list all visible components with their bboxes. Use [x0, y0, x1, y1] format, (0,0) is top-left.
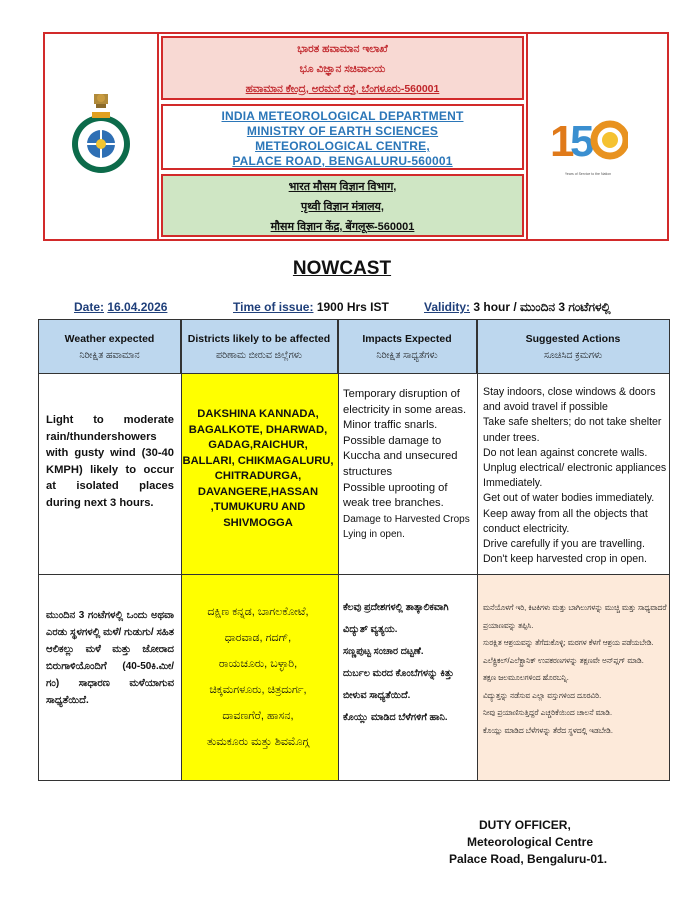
- action-item: Stay indoors, close windows & doors and avoid travel if possible: [483, 386, 656, 414]
- table-rule: [338, 320, 339, 780]
- header-weather: [39, 320, 181, 373]
- impact-item: Possible damage to Kuccha and unsecured structures: [343, 434, 458, 478]
- table-rule: [477, 320, 478, 780]
- logo-150-caption: Years of Service to the Nation: [564, 172, 612, 176]
- action-item: ಸುರಕ್ಷಿತ ಆಶ್ರಯವನ್ನು ತೆಗೆದುಕೊಳ್ಳಿ; ಮರಗಳ ಕೆಳಗೆ ಆಶ್ರಯ ಪಡೆಯಬೇಡಿ.: [483, 638, 654, 647]
- header-weather-en: Weather expected: [64, 333, 155, 345]
- districts-list-en: [181, 407, 335, 531]
- action-item: Keep away from all the objects that conduct electricity.: [483, 507, 648, 535]
- district-line: ದಕ್ಷಿಣ ಕನ್ನಡ, ಬಾಗಲಕೋಟೆ,: [207, 606, 309, 618]
- header-impacts: [338, 320, 477, 373]
- validity-value: 3 hour / ಮುಂದಿನ 3 ಗಂಟೆಗಳಲ್ಲಿ: [473, 300, 611, 314]
- action-item: ನೀವು ಪ್ರಯಾಣಿಸುತ್ತಿದ್ದರೆ ಎಚ್ಚರಿಕೆಯಿಂದ ಚಾಲನೆ ಮಾಡಿ.: [483, 708, 612, 717]
- actions-list-en: [483, 385, 667, 567]
- header-hindi-band: [161, 174, 524, 237]
- header-english-line: METEOROLOGICAL CENTRE,: [255, 139, 430, 153]
- header-hindi-line: पृथ्वी विज्ञान मंत्रालय,: [301, 201, 384, 213]
- table-rule: [38, 373, 670, 374]
- date-label: Date:: [74, 300, 105, 314]
- impact-item: Minor traffic snarls.: [343, 419, 438, 432]
- impact-item: ಸಣ್ಣಪುಟ್ಟ ಸಂಚಾರ ದಟ್ಟಣೆ.: [343, 646, 424, 657]
- header-english-line: MINISTRY OF EARTH SCIENCES: [246, 124, 439, 138]
- header-english-line: PALACE ROAD, BENGALURU-560001: [232, 154, 453, 168]
- impact-item: Damage to Harvested Crops Lying in open.: [343, 513, 470, 541]
- impact-item: ಕೆಲವು ಪ್ರದೇಶಗಳಲ್ಲಿ ತಾತ್ಕಾಲಿಕವಾಗಿ ವಿದ್ಯುತ್ ವ್ಯತ್ಯಯ.: [343, 602, 449, 635]
- issue-date: [74, 300, 167, 314]
- header-impacts-kn: ನಿರೀಕ್ಷಿತ ಸಾಧ್ಯತೆಗಳು: [376, 350, 438, 361]
- action-item: ವಿದ್ಯುತ್ತನ್ನು ನಡೆಸುವ ಎಲ್ಲಾ ವಸ್ತುಗಳಿಂದ ದೂರವಿರಿ.: [483, 690, 602, 700]
- action-item: Do not lean against concrete walls.: [483, 446, 648, 459]
- action-item: ತಕ್ಷಣ ಜಲಮೂಲಗಳಿಂದ ಹೊರಬನ್ನಿ.: [483, 673, 569, 682]
- district-line: SHIVMOGGA: [223, 516, 293, 529]
- action-item: Unplug electrical/ electronic appliances Immediately.: [483, 462, 667, 490]
- header-actions-kn: ಸೂಚಿಸಿದ ಕ್ರಮಗಳು: [543, 350, 603, 361]
- impact-item: Possible uprooting of weak tree branches.: [343, 481, 448, 510]
- header-kannada-line: ಭಾರತ ಹವಾಮಾನ ಇಲಾಖೆ: [297, 43, 388, 55]
- imd-emblem-icon: [70, 92, 132, 184]
- district-line: DAVANGERE,HASSAN: [197, 485, 319, 498]
- header-districts-en: Districts likely to be affected: [187, 333, 331, 345]
- action-item: Get out of water bodies immediately.: [483, 492, 655, 505]
- validity-label: Validity:: [424, 300, 471, 314]
- district-line: ,TUMUKURU AND: [210, 501, 306, 513]
- action-item: Don't keep harvested crop in open.: [483, 553, 647, 566]
- impact-item: ದುರ್ಬಲ ಮರದ ಕೊಂಬೆಗಳನ್ನು ಕಿತ್ತು ಬೀಳುವ ಸಾಧ್ಯತೆಯಿದೆ.: [343, 668, 454, 701]
- district-line: ತುಮಕೂರು ಮತ್ತು ಶಿವಮೊಗ್ಗ: [206, 736, 310, 748]
- district-line: CHITRADURGA,: [214, 470, 302, 482]
- header-actions: [477, 320, 669, 373]
- svg-text:1: 1: [550, 117, 575, 166]
- action-item: ಎಲೆಕ್ಟ್ರಿಕಲ್/ಎಲೆಕ್ಟ್ರಾನಿಕ್ ಉಪಕರಣಗಳನ್ನು ತಕ್ಷಣವೇ ಅನ್‌ಪ್ಲಗ್ ಮಾಡಿ.: [483, 655, 644, 665]
- district-line: BAGALKOTE, DHARWAD,: [188, 423, 328, 436]
- issue-time: [233, 300, 389, 314]
- action-item: Drive carefully if you are travelling.: [483, 538, 645, 551]
- action-item: Take safe shelters; do not take shelter under trees.: [483, 416, 662, 444]
- weather-text-kn: ಮುಂದಿನ 3 ಗಂಟೆಗಳಲ್ಲಿ ಒಂದು ಅಥವಾ ಎರಡು ಸ್ಥಳಗಳಲ್ಲಿ ಮಳೆ/ ಗುಡುಗು/ ಸಹಿತ ಆಲಿಕಲ್ಲು ಮಳೆ ಮತ್ತು ಜೋರಾದ ಬಿರುಗಾಳಿಯೊಂದಿಗೆ (40-50ಕಿ.ಮೀ/ಗಂ) ಸಾಧಾರಣ ಮಳೆಯಾಗುವ ಸಾಧ್ಯತೆಯಿದೆ.: [46, 610, 174, 706]
- page-title: NOWCAST: [292, 258, 392, 279]
- impacts-list-kn: [343, 597, 473, 729]
- district-line: DAKSHINA KANNADA,: [197, 408, 319, 420]
- impacts-list-en: [343, 387, 473, 543]
- district-line: BALLARI, CHIKMAGALURU,: [182, 454, 334, 467]
- header-english-band: [161, 104, 524, 170]
- header-kannada-band: [161, 36, 524, 100]
- district-line: ರಾಯಚೂರು, ಬಳ್ಳಾರಿ,: [218, 658, 298, 670]
- header-hindi-line: भारत मौसम विज्ञान विभाग,: [288, 181, 397, 193]
- table-rule: [38, 574, 670, 575]
- time-value: 1900 Hrs IST: [316, 300, 389, 314]
- districts-list-kn: [181, 599, 335, 755]
- validity: [424, 300, 611, 315]
- signature-line: Palace Road, Bengaluru-01.: [449, 852, 608, 866]
- actions-list-kn: [483, 599, 667, 739]
- signature-line: DUTY OFFICER,: [479, 818, 571, 832]
- action-item: ಮನೆಯೊಳಗೆ ಇರಿ, ಕಿಟಕಿಗಳು ಮತ್ತು ಬಾಗಿಲುಗಳನ್ನು ಮುಚ್ಚಿ ಮತ್ತು ಸಾಧ್ಯವಾದರೆ ಪ್ರಯಾಣವನ್ನು ತಪ್ಪಿಸಿ.: [483, 603, 667, 630]
- district-line: GADAG,RAICHUR,: [208, 439, 308, 451]
- weather-text-en: Light to moderate rain/thundershowers with gusty wind (30-40 KMPH) likely to occur at isolated places during next 3 hours.: [46, 414, 174, 509]
- action-item: ಕೊಯ್ಲು ಮಾಡಿದ ಬೆಳೆಗಳನ್ನು ತೆರೆದ ಸ್ಥಳದಲ್ಲಿ ಇಡಬೇಡಿ.: [483, 725, 613, 735]
- header-hindi-line: मौसम विज्ञान केंद्र, बेंगलूरू-560001: [270, 221, 415, 233]
- impact-item: Temporary disruption of electricity in some areas.: [343, 388, 467, 416]
- impact-item: ಕೊಯ್ಲು ಮಾಡಿದ ಬೆಳೆಗಳಿಗೆ ಹಾನಿ.: [343, 712, 448, 723]
- time-label: Time of issue:: [233, 300, 314, 314]
- header-actions-en: Suggested Actions: [525, 333, 621, 345]
- header-weather-kn: ನಿರೀಕ್ಷಿತ ಹವಾಮಾನ: [79, 350, 140, 361]
- svg-text:5: 5: [570, 117, 595, 166]
- header-impacts-en: Impacts Expected: [362, 333, 452, 345]
- header-english-line: INDIA METEOROLOGICAL DEPARTMENT: [221, 109, 464, 123]
- imd-150-logo-icon: [548, 110, 628, 172]
- district-line: ಚಿಕ್ಕಮಗಳೂರು, ಚಿತ್ರದುರ್ಗ,: [209, 684, 307, 696]
- district-line: ಧಾರವಾಡ, ಗದಗ್,: [224, 632, 292, 644]
- header-kannada-line: ಹವಾಮಾನ ಕೇಂದ್ರ, ಅರಮನೆ ರಸ್ತೆ, ಬೆಂಗಳೂರು-560001: [245, 83, 440, 95]
- header-districts-kn: ಪರಿಣಾಮ ಬೀರುವ ಜಿಲ್ಲೆಗಳು: [216, 350, 302, 361]
- signature-block: [449, 817, 649, 868]
- signature-line: Meteorological Centre: [467, 835, 594, 849]
- header-kannada-line: ಭೂ ವಿಜ್ಞಾನ ಸಚಿವಾಲಯ: [299, 63, 386, 75]
- date-value: 16.04.2026: [107, 300, 168, 314]
- district-line: ದಾವಣಗೆರೆ, ಹಾಸನ,: [222, 710, 294, 722]
- header-districts: [181, 320, 338, 373]
